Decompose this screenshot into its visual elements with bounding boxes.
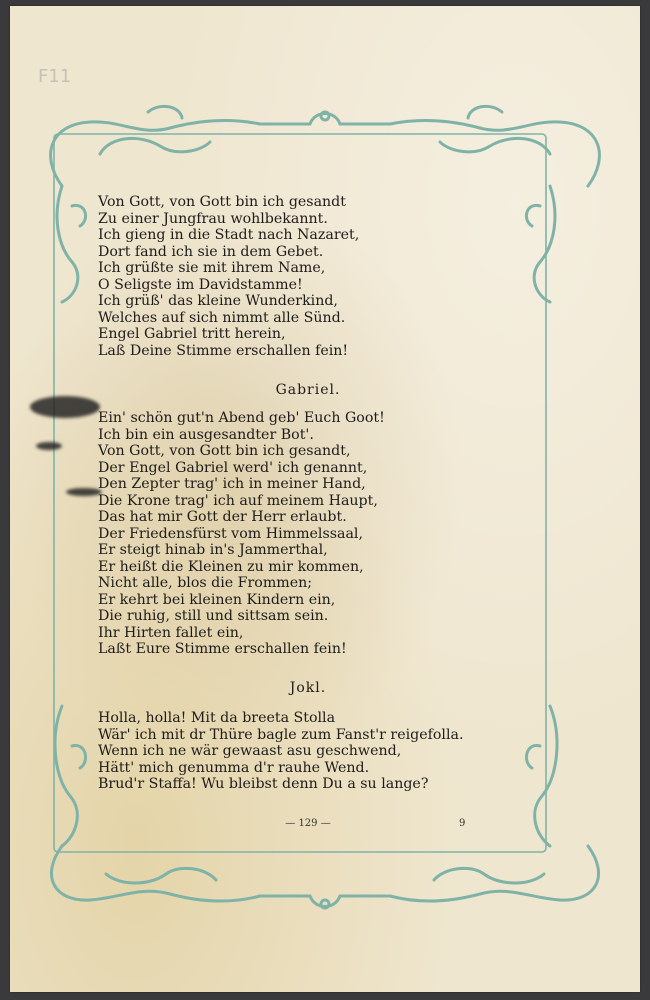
heading-gabriel: Gabriel. xyxy=(275,382,341,398)
verse-line: Laßt Eure Stimme erschallen fein! xyxy=(98,641,347,657)
verse-line: Ich bin ein ausgesandter Bot'. xyxy=(98,426,314,443)
page xyxy=(10,6,640,992)
stanza-angel xyxy=(98,194,518,359)
signature-mark: 9 xyxy=(459,818,466,829)
verse-line: Der Engel Gabriel werd' ich genannt, xyxy=(98,459,368,476)
verse-line: Ich gieng in die Stadt nach Nazaret, xyxy=(98,227,360,243)
verse-line: Er steigt hinab in's Jammerthal, xyxy=(98,542,328,558)
stanza-jokl xyxy=(98,710,518,793)
verse-line: Ich grüßte sie mit ihrem Name, xyxy=(98,260,326,276)
page-number: — 129 — xyxy=(285,818,331,829)
ink-smudge xyxy=(66,488,102,496)
verse-line: Laß Deine Stimme erschallen fein! xyxy=(98,342,349,359)
ink-smudge xyxy=(30,396,100,418)
verse-line: Den Zepter trag' ich in meiner Hand, xyxy=(98,476,366,492)
verse-line: Das hat mir Gott der Herr erlaubt. xyxy=(98,509,347,525)
verse-line: Zu einer Jungfrau wohlbekannt. xyxy=(98,210,328,227)
verse-line: Er kehrt bei kleinen Kindern ein, xyxy=(98,591,336,608)
verse-line: Hätt' mich genumma d'r rauhe Wend. xyxy=(98,759,370,776)
verse-line: Die ruhig, still und sittsam sein. xyxy=(98,608,329,624)
verse-line: Ich grüß' das kleine Wunderkind, xyxy=(98,293,338,309)
verse-line: Wär' ich mit dr Thüre bagle zum Fanst'r reigefolla. xyxy=(98,726,464,743)
stanza-gabriel xyxy=(98,410,518,658)
verse-line: Er heißt die Kleinen zu mir kommen, xyxy=(98,558,364,575)
verse-line: Brud'r Staffa! Wu bleibst denn Du a su lange? xyxy=(98,776,429,792)
verse-line: Von Gott, von Gott bin ich gesandt xyxy=(98,194,346,210)
verse-line: Welches auf sich nimmt alle Sünd. xyxy=(98,309,346,326)
verse-line: Von Gott, von Gott bin ich gesandt, xyxy=(98,443,351,459)
verse-line: Die Krone trag' ich auf meinem Haupt, xyxy=(98,492,378,509)
verse-line: Ein' schön gut'n Abend geb' Euch Goot! xyxy=(98,410,385,426)
heading-jokl: Jokl. xyxy=(289,680,327,696)
verse-line: Holla, holla! Mit da breeta Stolla xyxy=(98,710,336,726)
verse-line: Wenn ich ne wär gewaast asu geschwend, xyxy=(98,743,402,759)
verse-line: Nicht alle, blos die Frommen; xyxy=(98,575,313,591)
verse-line: Dort fand ich sie in dem Gebet. xyxy=(98,243,324,260)
verse-line: Ihr Hirten fallet ein, xyxy=(98,624,244,641)
verse-line: Engel Gabriel tritt herein, xyxy=(98,326,286,342)
pencil-mark: F11 xyxy=(38,66,72,87)
verse-line: Der Friedensfürst vom Himmelssaal, xyxy=(98,525,363,542)
ink-smudge xyxy=(36,442,62,450)
verse-line: O Seligste im Davidstamme! xyxy=(98,276,303,293)
